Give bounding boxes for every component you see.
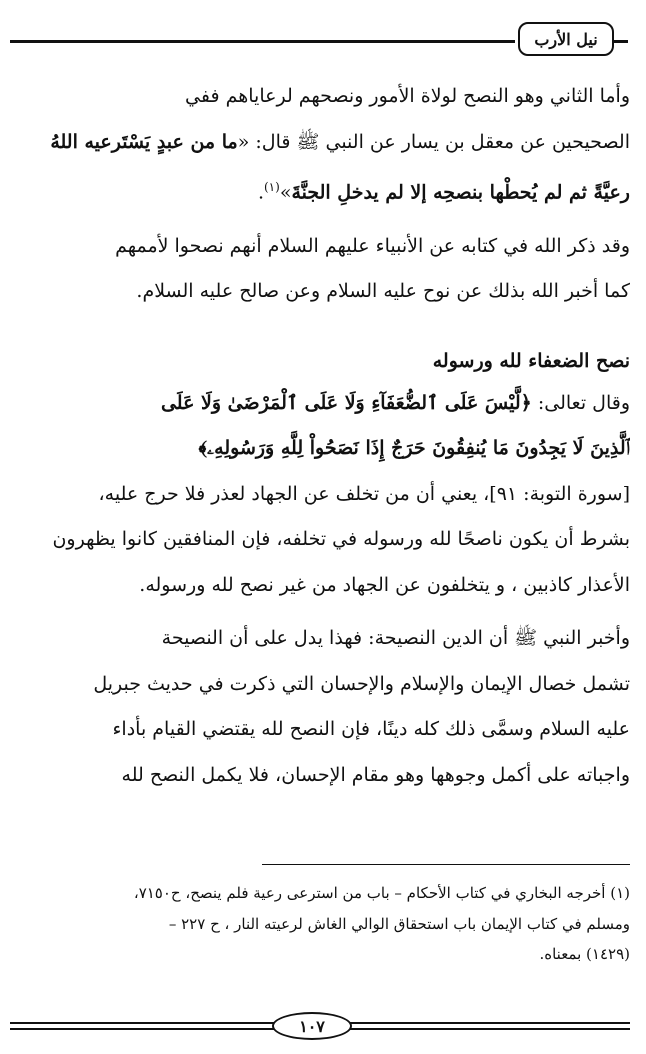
text-line: الأعذار كاذبين ، و يتخلفون عن الجهاد من غير نصح لله ورسوله. (139, 573, 630, 596)
text-line: عليه السلام وسمَّى ذلك كله دينًا، فإن النصح لله يقتضي القيام بأداء (112, 718, 630, 741)
running-title (518, 22, 614, 56)
text-line: واجباته على أكمل وجوهها وهو مقام الإحسان، فلا يكمل النصح لله (121, 763, 630, 786)
text-line (14, 120, 630, 166)
footnotes (14, 878, 630, 970)
text-line: وقد ذكر الله في كتابه عن الأنبياء عليهم السلام أنهم نصحوا لأممهم (115, 234, 630, 257)
text-line (14, 381, 630, 427)
text-run: الصحيحين عن معقل بن يسار عن النبي ﷺ قال: « (237, 130, 630, 153)
paragraph-religion-is-advice (14, 616, 630, 798)
page-number: ١٠٧ (299, 1016, 325, 1036)
quran-verse: ﴿لَّيْسَ عَلَى ٱلضُّعَفَآءِ وَلَا عَلَى ٱلْمَرْضَىٰ وَلَا عَلَى (160, 391, 532, 414)
footnote-line: (١٤٢٩) بمعناه. (539, 945, 630, 963)
paragraph-weak-advice (14, 381, 630, 609)
paragraph-rulers-advice (14, 74, 630, 216)
text-line: وأخبر النبي ﷺ أن الدين النصيحة: فهذا يدل على أن النصيحة (161, 627, 630, 650)
footnote-separator (262, 864, 630, 865)
running-title-text: نيل الأرب (534, 29, 598, 49)
quran-verse-line: ٱلَّذِينَ لَا يَجِدُونَ مَا يُنفِقُونَ حَرَجٌ إِذَا نَصَحُواْ لِلَّهِ وَرَسُولِهِۦ﴾ (198, 437, 630, 460)
page-body (14, 74, 630, 798)
hadith-quote: رعيَّةً ثم لم يُحطْها بنصحِه إلا لم يدخلِ الجنَّةَ (291, 181, 630, 204)
quote-close: » (279, 181, 292, 204)
text-line: بشرط أن يكون ناصحًا لله ورسوله في تخلفه، فإن المنافقين كانوا يظهرون (52, 528, 630, 551)
section-heading: نصح الضعفاء لله ورسوله (432, 349, 630, 372)
header-rule-tick (614, 40, 628, 43)
text-run: وقال تعالى: (531, 391, 630, 414)
text-line: وأما الثاني وهو النصح لولاة الأمور ونصحهم لرعاياهم ففي (185, 85, 630, 107)
header-rule (10, 40, 515, 43)
text-run: . (257, 181, 264, 204)
paragraph-prophets (14, 224, 630, 315)
hadith-quote: ما من عبدٍ يَسْتَرعيه اللهُ (50, 130, 238, 153)
text-line (14, 165, 630, 216)
text-line: [سورة التوبة: ٩١]، يعني أن من تخلف عن الجهاد لعذر فلا حرج عليه، (98, 482, 630, 505)
footnote-reference: (١) (263, 180, 280, 194)
footnote-line: ومسلم في كتاب الإيمان باب استحقاق الوالي الغاش لرعيته النار ، ح ٢٢٧ – (168, 914, 630, 933)
text-line: تشمل خصال الإيمان والإسلام والإحسان التي ذكرت في حديث جبريل (93, 672, 630, 695)
page-number-badge (272, 1012, 352, 1040)
text-line: كما أخبر الله بذلك عن نوح عليه السلام وعن صالح عليه السلام. (136, 280, 630, 303)
footnote-line: (١) أخرجه البخاري في كتاب الأحكام – باب من استرعى رعية فلم ينصح، ح٧١٥٠، (133, 884, 630, 902)
